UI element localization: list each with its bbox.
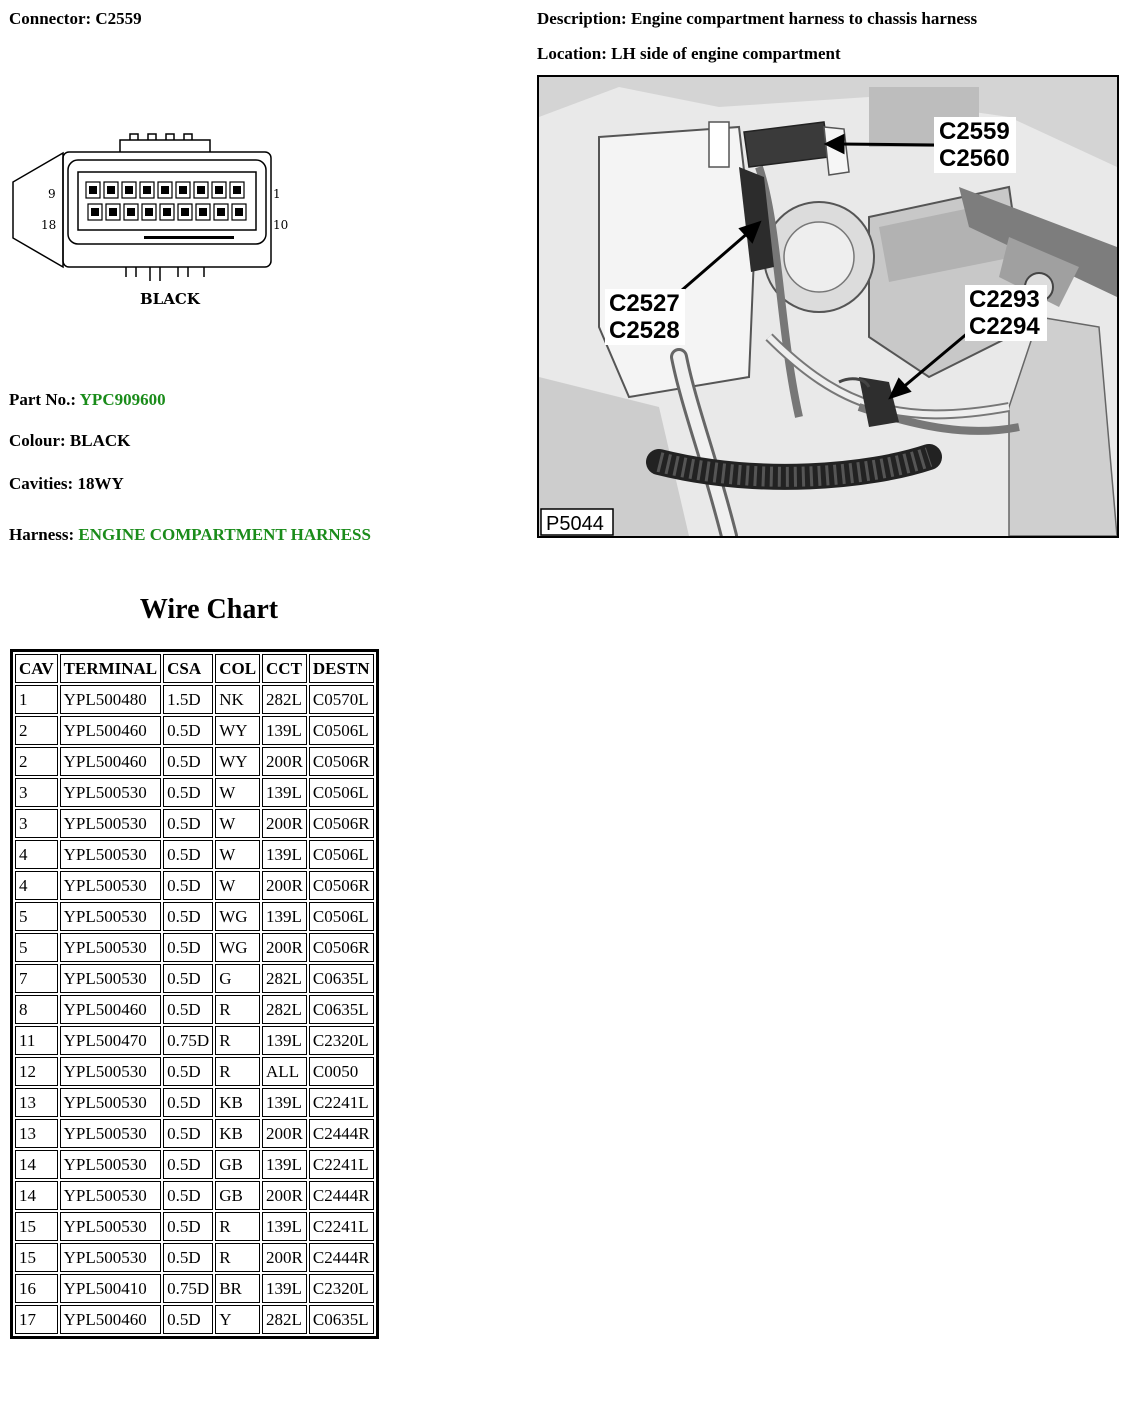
connector-colour-text: BLACK: [140, 290, 200, 308]
cell-terminal: YPL500530: [60, 778, 162, 807]
cell-csa: 0.5D: [163, 809, 213, 838]
cavities-label: Cavities:: [9, 474, 74, 493]
part-number-link[interactable]: YPC909600: [79, 390, 166, 409]
cell-cav: 15: [15, 1243, 58, 1272]
harness: [9, 525, 371, 545]
cell-csa: 0.5D: [163, 1243, 213, 1272]
cell-cav: 14: [15, 1150, 58, 1179]
cell-col: BR: [215, 1274, 260, 1303]
cell-destn: C0506R: [309, 809, 374, 838]
cell-destn: C0570L: [309, 685, 374, 714]
cell-cct: 282L: [262, 964, 307, 993]
wire-table-body: [15, 685, 374, 1334]
cell-terminal: YPL500530: [60, 1181, 162, 1210]
cell-cct: 139L: [262, 902, 307, 931]
cell-terminal: YPL500530: [60, 1212, 162, 1241]
cell-cav: 5: [15, 902, 58, 931]
cell-terminal: YPL500460: [60, 747, 162, 776]
description-label: Description:: [537, 9, 627, 28]
cell-cct: 139L: [262, 1150, 307, 1179]
cell-csa: 0.5D: [163, 1181, 213, 1210]
col-header-col: COL: [215, 654, 260, 683]
cell-destn: C2444R: [309, 1119, 374, 1148]
cell-terminal: YPL500460: [60, 716, 162, 745]
cell-col: R: [215, 1026, 260, 1055]
cell-cct: ALL: [262, 1057, 307, 1086]
cell-terminal: YPL500530: [60, 933, 162, 962]
cell-cav: 3: [15, 809, 58, 838]
cell-destn: C2241L: [309, 1088, 374, 1117]
cell-col: GB: [215, 1150, 260, 1179]
cell-destn: C2444R: [309, 1243, 374, 1272]
callout-c2527: C2527: [609, 290, 680, 317]
cell-cav: 4: [15, 840, 58, 869]
cell-col: KB: [215, 1119, 260, 1148]
cell-cct: 200R: [262, 1119, 307, 1148]
cell-csa: 0.5D: [163, 1212, 213, 1241]
cell-csa: 0.5D: [163, 716, 213, 745]
cell-destn: C0635L: [309, 964, 374, 993]
cell-col: W: [215, 778, 260, 807]
col-header-cct: CCT: [262, 654, 307, 683]
cell-csa: 0.5D: [163, 1150, 213, 1179]
table-row: [15, 716, 374, 745]
table-row: [15, 809, 374, 838]
cell-cav: 15: [15, 1212, 58, 1241]
cell-col: R: [215, 1212, 260, 1241]
callout-c2560: C2560: [939, 145, 1010, 172]
cell-destn: C2320L: [309, 1026, 374, 1055]
cell-col: WG: [215, 933, 260, 962]
cell-cav: 5: [15, 933, 58, 962]
cell-col: G: [215, 964, 260, 993]
harness-label: Harness:: [9, 525, 75, 544]
connector-drawing: [8, 130, 308, 315]
table-row: [15, 1088, 374, 1117]
table-row: [15, 1305, 374, 1334]
table-row: [15, 1181, 374, 1210]
cell-terminal: YPL500530: [60, 1088, 162, 1117]
cell-csa: 0.5D: [163, 902, 213, 931]
cell-destn: C0506R: [309, 933, 374, 962]
cell-csa: 0.5D: [163, 871, 213, 900]
harness-link[interactable]: ENGINE COMPARTMENT HARNESS: [78, 525, 371, 544]
wire-table-header: [15, 654, 374, 683]
location-heading: [537, 44, 841, 64]
cell-cct: 139L: [262, 778, 307, 807]
table-row: [15, 1026, 374, 1055]
cell-terminal: YPL500530: [60, 809, 162, 838]
description-heading: [537, 9, 977, 29]
cell-cct: 200R: [262, 747, 307, 776]
cell-csa: 0.75D: [163, 1274, 213, 1303]
cell-cct: 139L: [262, 1088, 307, 1117]
cell-cav: 16: [15, 1274, 58, 1303]
connector-heading: [9, 9, 142, 29]
cell-cav: 13: [15, 1088, 58, 1117]
location-photo: [537, 75, 1119, 538]
cell-terminal: YPL500530: [60, 840, 162, 869]
connector-label: Connector:: [9, 9, 92, 28]
cell-terminal: YPL500480: [60, 685, 162, 714]
location-label: Location:: [537, 44, 607, 63]
table-row: [15, 747, 374, 776]
callout-c2294: C2294: [969, 313, 1040, 340]
col-header-terminal: TERMINAL: [60, 654, 162, 683]
cell-terminal: YPL500530: [60, 964, 162, 993]
cell-col: W: [215, 871, 260, 900]
cell-col: WY: [215, 747, 260, 776]
pin-1-label: 1: [273, 187, 281, 201]
cell-cav: 11: [15, 1026, 58, 1055]
cell-col: R: [215, 995, 260, 1024]
location-value: LH side of engine compartment: [611, 44, 841, 63]
wire-chart-table: [10, 649, 379, 1339]
cell-terminal: YPL500410: [60, 1274, 162, 1303]
cell-csa: 0.5D: [163, 933, 213, 962]
cavities: [9, 474, 124, 494]
cell-terminal: YPL500530: [60, 1243, 162, 1272]
cell-cct: 200R: [262, 871, 307, 900]
description-value: Engine compartment harness to chassis harness: [630, 9, 978, 28]
colour: [9, 431, 130, 451]
cell-cct: 200R: [262, 933, 307, 962]
cell-col: R: [215, 1243, 260, 1272]
cell-terminal: YPL500530: [60, 1150, 162, 1179]
cell-terminal: YPL500530: [60, 902, 162, 931]
cell-terminal: YPL500530: [60, 1119, 162, 1148]
wire-chart-title: Wire Chart: [139, 594, 279, 625]
cell-col: NK: [215, 685, 260, 714]
cell-destn: C0635L: [309, 995, 374, 1024]
cell-csa: 0.5D: [163, 1119, 213, 1148]
cell-col: Y: [215, 1305, 260, 1334]
table-row: [15, 1212, 374, 1241]
cell-csa: 0.5D: [163, 778, 213, 807]
table-row: [15, 964, 374, 993]
cell-cav: 2: [15, 747, 58, 776]
cell-csa: 0.5D: [163, 995, 213, 1024]
cell-csa: 0.5D: [163, 1057, 213, 1086]
cell-cav: 8: [15, 995, 58, 1024]
table-row: [15, 778, 374, 807]
part-number: [9, 390, 166, 410]
cell-cct: 139L: [262, 1212, 307, 1241]
part-number-label: Part No.:: [9, 390, 77, 409]
cell-cav: 4: [15, 871, 58, 900]
table-row: [15, 1243, 374, 1272]
cell-cct: 139L: [262, 1274, 307, 1303]
cell-col: KB: [215, 1088, 260, 1117]
table-row: [15, 840, 374, 869]
cell-col: W: [215, 840, 260, 869]
cell-cct: 282L: [262, 995, 307, 1024]
cell-destn: C2320L: [309, 1274, 374, 1303]
cell-cct: 200R: [262, 809, 307, 838]
cell-terminal: YPL500530: [60, 871, 162, 900]
colour-value: BLACK: [69, 431, 131, 450]
cell-cav: 14: [15, 1181, 58, 1210]
table-row: [15, 1057, 374, 1086]
cell-cct: 282L: [262, 1305, 307, 1334]
table-row: [15, 685, 374, 714]
engine-bay-illustration: [539, 77, 1117, 536]
table-row: [15, 1119, 374, 1148]
table-row: [15, 1150, 374, 1179]
cell-cav: 2: [15, 716, 58, 745]
cell-cav: 13: [15, 1119, 58, 1148]
cell-csa: 1.5D: [163, 685, 213, 714]
cell-col: WY: [215, 716, 260, 745]
col-header-csa: CSA: [163, 654, 213, 683]
table-row: [15, 902, 374, 931]
cell-col: R: [215, 1057, 260, 1086]
cell-csa: 0.5D: [163, 840, 213, 869]
cell-destn: C0506L: [309, 778, 374, 807]
cell-destn: C0506R: [309, 871, 374, 900]
cell-cav: 7: [15, 964, 58, 993]
cell-destn: C2444R: [309, 1181, 374, 1210]
cell-cct: 139L: [262, 1026, 307, 1055]
colour-label: Colour:: [9, 431, 66, 450]
cell-destn: C2241L: [309, 1212, 374, 1241]
photo-reference: P5044: [546, 513, 604, 535]
cell-destn: C0050: [309, 1057, 374, 1086]
table-row: [15, 871, 374, 900]
pin-10-label: 10: [273, 218, 289, 232]
callout-c2293: C2293: [969, 286, 1040, 313]
cell-destn: C0506R: [309, 747, 374, 776]
cavities-value: 18WY: [77, 474, 124, 493]
cell-csa: 0.5D: [163, 1305, 213, 1334]
cell-cct: 200R: [262, 1181, 307, 1210]
cell-terminal: YPL500530: [60, 1057, 162, 1086]
table-row: [15, 1274, 374, 1303]
cell-cct: 139L: [262, 716, 307, 745]
connector-value: C2559: [95, 9, 142, 28]
cell-cav: 1: [15, 685, 58, 714]
col-header-destn: DESTN: [309, 654, 374, 683]
table-row: [15, 933, 374, 962]
callout-c2528: C2528: [609, 317, 680, 344]
cell-cav: 12: [15, 1057, 58, 1086]
cell-cav: 3: [15, 778, 58, 807]
cell-destn: C0506L: [309, 902, 374, 931]
cell-terminal: YPL500460: [60, 995, 162, 1024]
callout-c2559: C2559: [939, 118, 1010, 145]
cell-terminal: YPL500460: [60, 1305, 162, 1334]
cell-csa: 0.5D: [163, 747, 213, 776]
cell-terminal: YPL500470: [60, 1026, 162, 1055]
cell-cct: 282L: [262, 685, 307, 714]
col-header-cav: CAV: [15, 654, 58, 683]
cell-csa: 0.5D: [163, 1088, 213, 1117]
cell-col: WG: [215, 902, 260, 931]
cell-cct: 200R: [262, 1243, 307, 1272]
cell-destn: C0506L: [309, 716, 374, 745]
cell-col: W: [215, 809, 260, 838]
cell-destn: C0506L: [309, 840, 374, 869]
cell-cct: 139L: [262, 840, 307, 869]
pin-9-label: 9: [48, 187, 56, 201]
cell-col: GB: [215, 1181, 260, 1210]
table-row: [15, 995, 374, 1024]
pin-18-label: 18: [41, 218, 57, 232]
cell-destn: C2241L: [309, 1150, 374, 1179]
cell-csa: 0.75D: [163, 1026, 213, 1055]
cell-csa: 0.5D: [163, 964, 213, 993]
cell-cav: 17: [15, 1305, 58, 1334]
cell-destn: C0635L: [309, 1305, 374, 1334]
connector-diagram: [8, 130, 308, 315]
